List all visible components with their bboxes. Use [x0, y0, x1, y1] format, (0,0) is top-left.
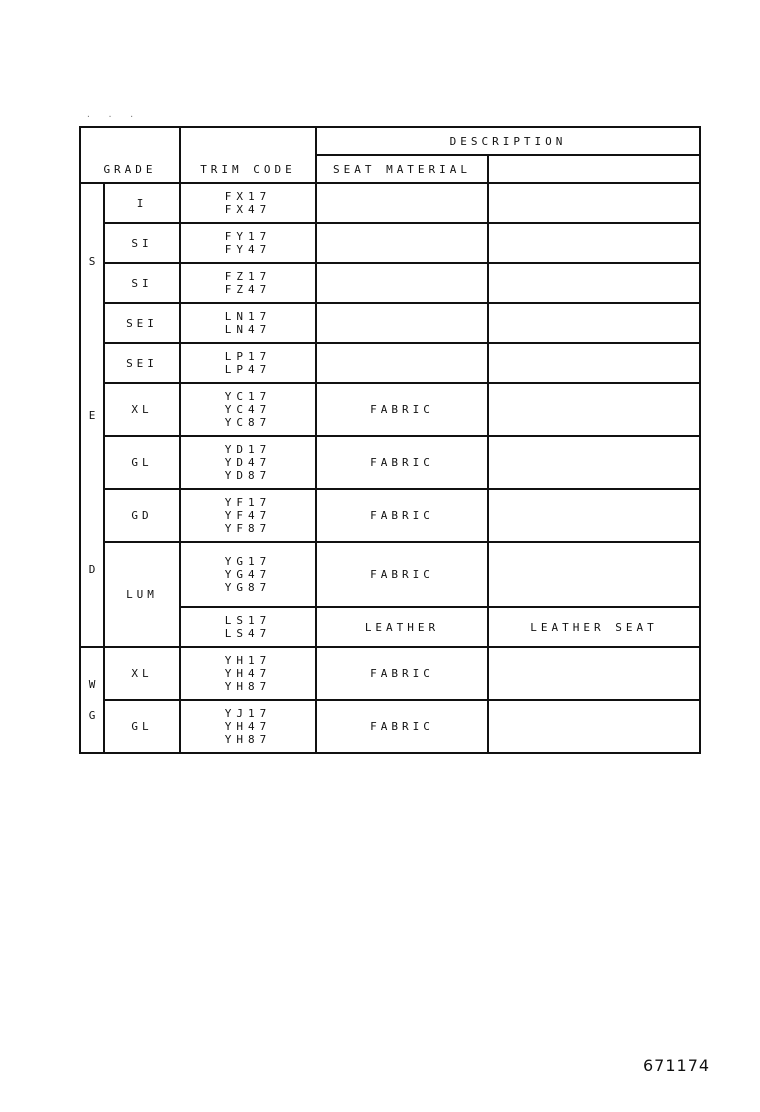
table-row: [80, 343, 700, 383]
seat-material-cell: [316, 303, 488, 343]
table-row: [80, 700, 700, 753]
table-row: [80, 223, 700, 263]
note-cell: [488, 303, 700, 343]
grade-cell: GL: [104, 436, 180, 489]
page-number: 671174: [643, 1056, 711, 1075]
table-row: [80, 303, 700, 343]
seat-material-cell: FABRIC: [316, 700, 488, 753]
grade-cell: XL: [104, 647, 180, 700]
seat-material-cell: [316, 183, 488, 223]
header-grade: GRADE: [80, 127, 180, 183]
seat-material-cell: FABRIC: [316, 647, 488, 700]
note-cell: [488, 223, 700, 263]
scan-artifact: . . .: [86, 110, 141, 119]
note-cell: [488, 183, 700, 223]
header-description: DESCRIPTION: [316, 127, 700, 155]
note-cell: [488, 263, 700, 303]
note-cell: [488, 700, 700, 753]
grade-cell: GL: [104, 700, 180, 753]
table-row: [80, 489, 700, 542]
grade-cell: I: [104, 183, 180, 223]
grade-cell: SEI: [104, 303, 180, 343]
trim-codes-cell: LP17 LP47: [180, 343, 316, 383]
trim-codes-cell: YJ17 YH47 YH87: [180, 700, 316, 753]
grade-cell: SEI: [104, 343, 180, 383]
seat-material-cell: [316, 343, 488, 383]
trim-codes-cell: FZ17 FZ47: [180, 263, 316, 303]
seat-material-cell: [316, 263, 488, 303]
seat-material-cell: FABRIC: [316, 489, 488, 542]
table-row: [80, 542, 700, 607]
trim-codes-cell: LN17 LN47: [180, 303, 316, 343]
note-cell: [488, 436, 700, 489]
body-letter: S: [88, 254, 96, 268]
table-row: [80, 436, 700, 489]
body-letter: W: [88, 678, 96, 691]
note-cell: [488, 489, 700, 542]
seat-material-cell: FABRIC: [316, 383, 488, 436]
body-type-wagon: [80, 647, 104, 753]
grade-cell: GD: [104, 489, 180, 542]
body-type-sedan: [80, 183, 104, 647]
trim-codes-cell: YH17 YH47 YH87: [180, 647, 316, 700]
note-cell: [488, 383, 700, 436]
header-seat-material: SEAT MATERIAL: [316, 155, 488, 183]
table-row: [80, 383, 700, 436]
trim-codes-cell: YD17 YD47 YD87: [180, 436, 316, 489]
trim-codes-cell: YG17 YG47 YG87: [180, 542, 316, 607]
table-row: [80, 647, 700, 700]
note-cell: [488, 647, 700, 700]
trim-codes-cell: FX17 FX47: [180, 183, 316, 223]
body-letter: E: [88, 408, 96, 422]
seat-material-cell: FABRIC: [316, 436, 488, 489]
grade-cell: SI: [104, 223, 180, 263]
table-row: [80, 263, 700, 303]
table-row: [80, 183, 700, 223]
grade-cell: XL: [104, 383, 180, 436]
seat-material-cell: FABRIC: [316, 542, 488, 607]
header-blank: [488, 155, 700, 183]
note-cell: LEATHER SEAT: [488, 607, 700, 647]
body-letter: G: [88, 709, 96, 722]
trim-code-table: [79, 126, 699, 754]
seat-material-cell: [316, 223, 488, 263]
note-cell: [488, 542, 700, 607]
header-trim-code: TRIM CODE: [180, 127, 316, 183]
trim-codes-cell: LS17 LS47: [180, 607, 316, 647]
seat-material-cell: LEATHER: [316, 607, 488, 647]
trim-codes-cell: FY17 FY47: [180, 223, 316, 263]
trim-codes-cell: YC17 YC47 YC87: [180, 383, 316, 436]
note-cell: [488, 343, 700, 383]
grade-cell: LUM: [104, 542, 180, 647]
grade-cell: SI: [104, 263, 180, 303]
trim-codes-cell: YF17 YF47 YF87: [180, 489, 316, 542]
body-letter: D: [88, 562, 96, 576]
